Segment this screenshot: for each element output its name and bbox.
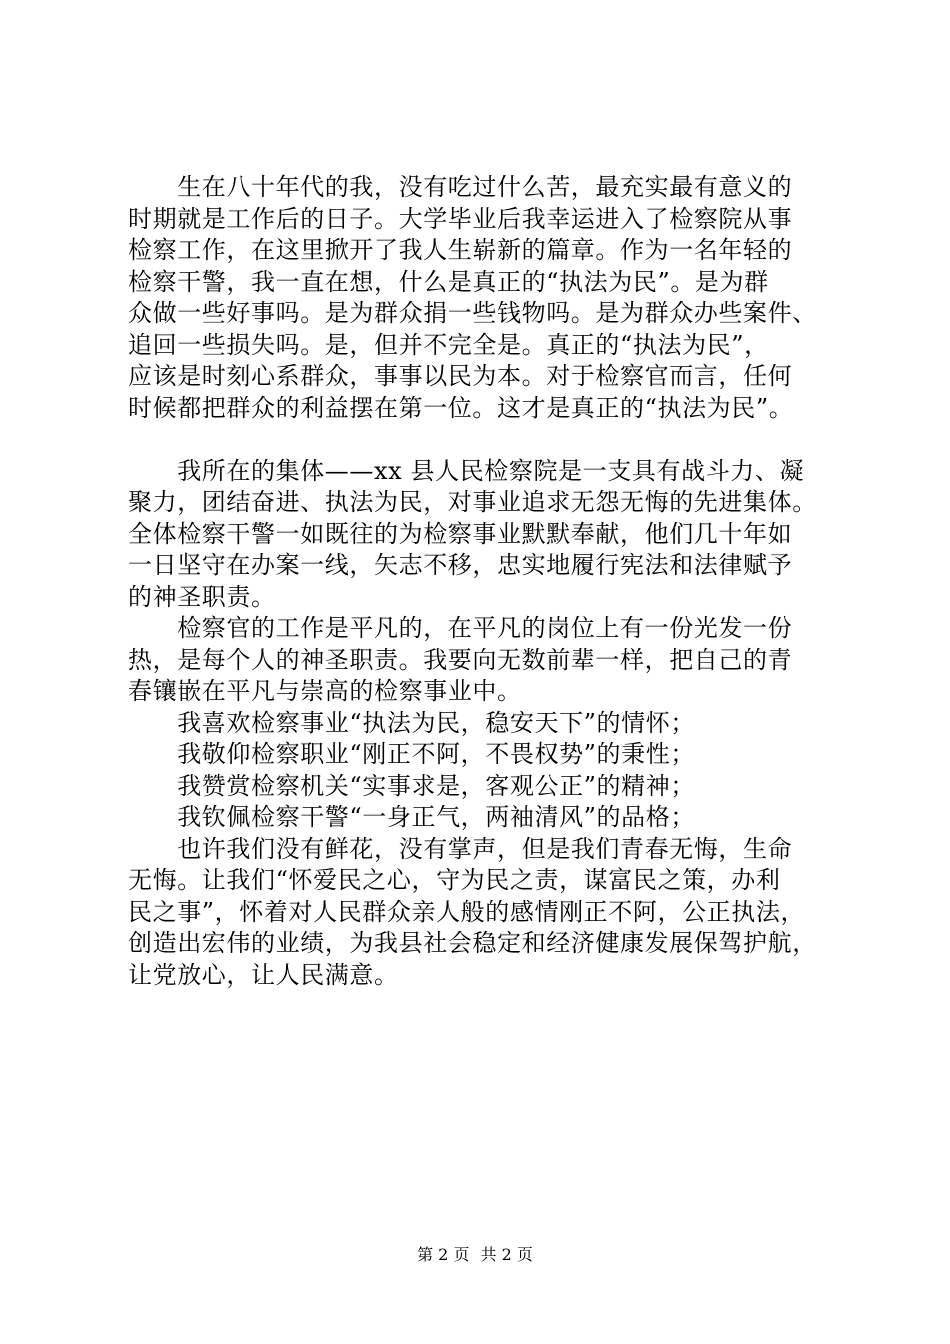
text-line: 时候都把群众的利益摆在第一位。这才是真正的“执法为民”。: [128, 393, 794, 422]
text-line: 追回一些损失吗。是，但并不完全是。真正的“执法为民”，: [128, 330, 769, 359]
text-line: 我所在的集体——xx 县人民检察院是一支具有战斗力、凝: [128, 456, 805, 485]
text-line: 我钦佩检察干警“一身正气，两袖清风”的品格；: [128, 803, 695, 831]
text-line: 聚力，团结奋进、执法为民，对事业追求无怨无悔的先进集体。: [128, 488, 817, 516]
text-line: 让党放心，让人民满意。: [128, 960, 399, 989]
text-line: 我敬仰检察职业“刚正不阿，不畏权势”的秉性；: [128, 740, 695, 768]
text-line: 检察工作，在这里掀开了我人生崭新的篇章。作为一名年轻的: [128, 236, 793, 264]
text-line: 全体检察干警一如既往的为检察事业默默奉献，他们几十年如: [128, 519, 793, 548]
text-line: 春镶嵌在平凡与崇高的检察事业中。: [128, 677, 522, 705]
text-line: 也许我们没有鲜花，没有掌声，但是我们青春无悔，生命: [128, 834, 793, 863]
text-line: 我赞赏检察机关“实事求是，客观公正”的精神；: [128, 771, 695, 800]
text-line: 无悔。让我们“怀爱民之心，守为民之责，谋富民之策，办利: [128, 866, 781, 894]
page-footer: [0, 1245, 950, 1265]
paragraph-gap: [128, 424, 828, 456]
text-line: 我喜欢检察事业“执法为民，稳安天下”的情怀；: [128, 708, 695, 737]
page-total: 共 2 页: [480, 1245, 533, 1264]
text-line: 的神圣职责。: [128, 582, 276, 611]
text-line: 应该是时刻心系群众，事事以民为本。对于检察官而言，任何: [128, 362, 793, 390]
text-line: 创造出宏伟的业绩，为我县社会稳定和经济健康发展保驾护航，: [128, 929, 817, 957]
text-line: 民之事”，怀着对人民群众亲人般的感情刚正不阿，公正执法，: [128, 897, 806, 926]
text-line: 众做一些好事吗。是为群众捐一些钱物吗。是为群众办些案件、: [128, 299, 817, 327]
text-line: 检察官的工作是平凡的，在平凡的岗位上有一份光发一份: [128, 614, 793, 642]
page-number: 第 2 页: [417, 1245, 470, 1264]
text-line: 一日坚守在办案一线，矢志不移，忠实地履行宪法和法律赋予: [128, 551, 793, 579]
text-line: 检察干警，我一直在想，什么是真正的“执法为民”。是为群: [128, 267, 769, 296]
text-line: 热，是每个人的神圣职责。我要向无数前辈一样，把自己的青: [128, 645, 793, 674]
text-line: 生在八十年代的我，没有吃过什么苦，最充实最有意义的: [128, 173, 793, 201]
text-line: 时期就是工作后的日子。大学毕业后我幸运进入了检察院从事: [128, 204, 793, 233]
document-body: [128, 172, 828, 991]
